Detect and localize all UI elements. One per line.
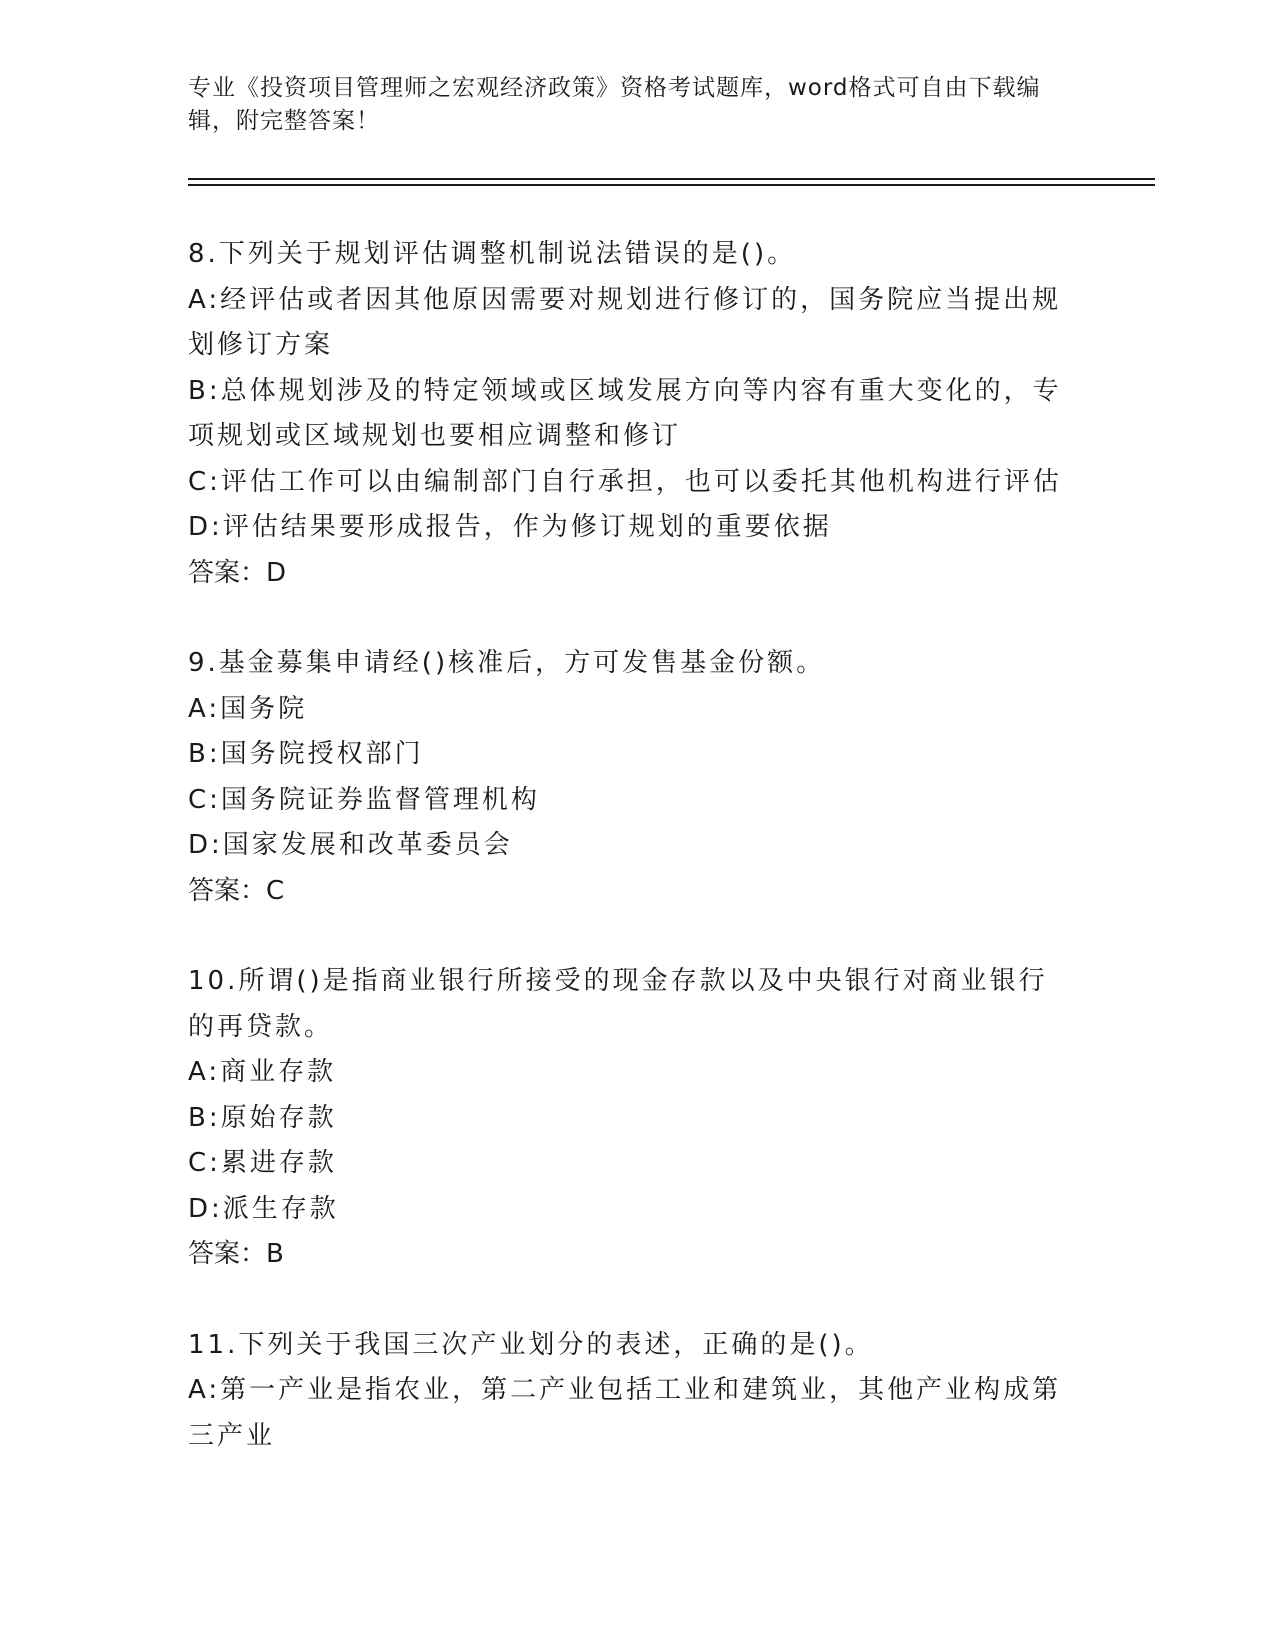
answer: 答案：B: [188, 1239, 284, 1269]
header-divider-bottom: [188, 184, 1155, 186]
question-8: [188, 232, 1068, 596]
answer: 答案：C: [188, 875, 285, 906]
question-list: [188, 232, 1068, 1504]
option-b: B:总体规划涉及的特定领域或区域发展方向等内容有重大变化的，专项规划或区域规划也要相应调整和修订: [188, 375, 1062, 451]
option-c: C:评估工作可以由编制部门自行承担，也可以委托其他机构进行评估: [188, 466, 1062, 497]
option-d: D:派生存款: [188, 1193, 339, 1224]
option-a: A:商业存款: [188, 1057, 337, 1087]
option-d: D:评估结果要形成报告，作为修订规划的重要依据: [188, 512, 832, 542]
question-11: [188, 1323, 1068, 1460]
answer: 答案：D: [188, 557, 287, 588]
option-a: A:经评估或者因其他原因需要对规划进行修订的，国务院应当提出规划修订方案: [188, 284, 1062, 360]
question-9: [188, 641, 1068, 914]
option-a: A:国务院: [188, 693, 308, 724]
option-a: A:第一产业是指农业，第二产业包括工业和建筑业，其他产业构成第三产业: [188, 1375, 1062, 1451]
question-text: 9.基金募集申请经()核准后，方可发售基金份额。: [188, 648, 826, 678]
option-c: C:国务院证券监督管理机构: [188, 784, 540, 815]
option-b: B:国务院授权部门: [188, 739, 424, 769]
header-divider-top: [188, 178, 1155, 180]
option-c: C:累进存款: [188, 1148, 337, 1178]
question-text: 8.下列关于规划评估调整机制说法错误的是()。: [188, 239, 797, 269]
document-header: 专业《投资项目管理师之宏观经济政策》资格考试题库，word格式可自由下载编辑，附完整答案！: [188, 75, 1041, 134]
option-d: D:国家发展和改革委员会: [188, 830, 513, 860]
question-text: 10.所谓()是指商业银行所接受的现金存款以及中央银行对商业银行的再贷款。: [188, 966, 1048, 1042]
question-text: 11.下列关于我国三次产业划分的表述，正确的是()。: [188, 1329, 874, 1360]
question-10: [188, 959, 1068, 1278]
option-b: B:原始存款: [188, 1102, 337, 1133]
